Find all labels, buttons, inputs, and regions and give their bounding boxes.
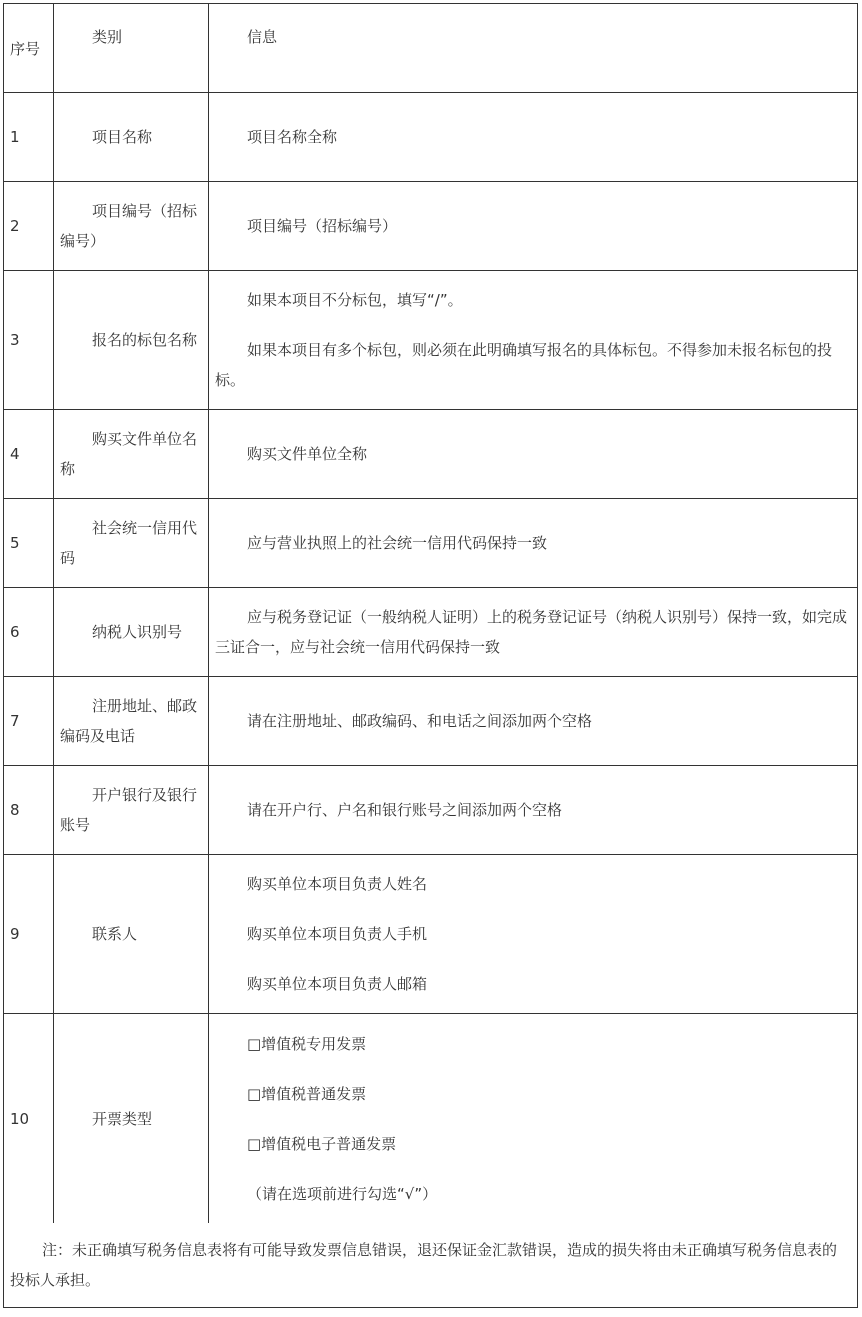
table-row xyxy=(4,271,857,410)
row-num: 10 xyxy=(4,1014,54,1223)
row-info-line: □增值税电子普通发票 xyxy=(247,1134,397,1153)
row-category-label: 开户银行及银行账号 xyxy=(60,786,198,834)
row-info xyxy=(209,93,857,181)
row-category-label: 项目编号（招标编号） xyxy=(60,202,198,250)
row-num: 6 xyxy=(4,588,54,676)
table-row xyxy=(4,766,857,855)
header-info xyxy=(209,4,857,92)
row-category-label: 联系人 xyxy=(92,925,138,943)
row-num: 1 xyxy=(4,93,54,181)
row-category xyxy=(54,766,209,854)
row-category xyxy=(54,1014,209,1223)
row-info-line: 购买单位本项目负责人姓名 xyxy=(247,875,428,893)
row-category-label: 纳税人识别号 xyxy=(92,623,183,641)
row-category xyxy=(54,410,209,498)
row-category xyxy=(54,499,209,587)
row-info xyxy=(209,182,857,270)
table-row xyxy=(4,588,857,677)
table-header-row xyxy=(4,4,857,93)
row-num: 7 xyxy=(4,677,54,765)
row-info-line: 应与营业执照上的社会统一信用代码保持一致 xyxy=(247,534,548,552)
row-info-line: 请在开户行、户名和银行账号之间添加两个空格 xyxy=(247,801,563,819)
tax-info-table xyxy=(3,3,858,1308)
table-row xyxy=(4,182,857,271)
row-category xyxy=(54,855,209,1013)
row-info xyxy=(209,677,857,765)
table-row xyxy=(4,499,857,588)
header-category-label: 类别 xyxy=(92,28,123,46)
row-info xyxy=(209,1014,857,1223)
row-num: 9 xyxy=(4,855,54,1013)
table-row xyxy=(4,1014,857,1223)
row-info-line: 请在注册地址、邮政编码、和电话之间添加两个空格 xyxy=(247,712,593,730)
row-num: 2 xyxy=(4,182,54,270)
row-info-line: 项目编号（招标编号） xyxy=(247,217,398,235)
table-row xyxy=(4,855,857,1014)
row-category-label: 注册地址、邮政编码及电话 xyxy=(60,697,198,745)
row-category xyxy=(54,588,209,676)
header-info-label: 信息 xyxy=(247,28,278,46)
row-category xyxy=(54,271,209,409)
row-category-label: 社会统一信用代码 xyxy=(60,519,198,567)
row-info xyxy=(209,766,857,854)
row-info xyxy=(209,410,857,498)
table-row xyxy=(4,677,857,766)
table-note: 注：未正确填写税务信息表将有可能导致发票信息错误，退还保证金汇款错误，造成的损失将由未正确填写税务信息表的投标人承担。 xyxy=(10,1241,838,1289)
row-info-line: 购买单位本项目负责人邮箱 xyxy=(247,975,428,993)
row-category xyxy=(54,93,209,181)
row-num: 4 xyxy=(4,410,54,498)
row-category-label: 项目名称 xyxy=(92,128,153,146)
row-info-line: 购买单位本项目负责人手机 xyxy=(247,925,428,943)
table-row xyxy=(4,410,857,499)
row-info xyxy=(209,271,857,409)
row-info xyxy=(209,855,857,1013)
row-info-line: 项目名称全称 xyxy=(247,128,338,146)
row-info-line: 应与税务登记证（一般纳税人证明）上的税务登记证号（纳税人识别号）保持一致，如完成三证合一，应与社会统一信用代码保持一致 xyxy=(215,608,848,656)
header-category xyxy=(54,4,209,92)
row-category-label: 开票类型 xyxy=(92,1109,153,1128)
row-info-line: □增值税专用发票 xyxy=(247,1034,367,1053)
row-info-line: □增值税普通发票 xyxy=(247,1084,367,1103)
row-num: 5 xyxy=(4,499,54,587)
row-info-line: 如果本项目不分标包，填写“/”。 xyxy=(247,291,463,309)
row-category xyxy=(54,677,209,765)
row-category-label: 购买文件单位名称 xyxy=(60,430,198,478)
row-category xyxy=(54,182,209,270)
row-info xyxy=(209,499,857,587)
row-category-label: 报名的标包名称 xyxy=(92,331,198,349)
row-num: 8 xyxy=(4,766,54,854)
row-info-line: 购买文件单位全称 xyxy=(247,445,368,463)
table-row xyxy=(4,93,857,182)
row-num: 3 xyxy=(4,271,54,409)
row-info-line: 如果本项目有多个标包，则必须在此明确填写报名的具体标包。不得参加未报名标包的投标。 xyxy=(215,341,833,389)
row-info xyxy=(209,588,857,676)
header-num: 序号 xyxy=(4,4,54,92)
row-info-line: （请在选项前进行勾选“√”） xyxy=(247,1184,438,1203)
